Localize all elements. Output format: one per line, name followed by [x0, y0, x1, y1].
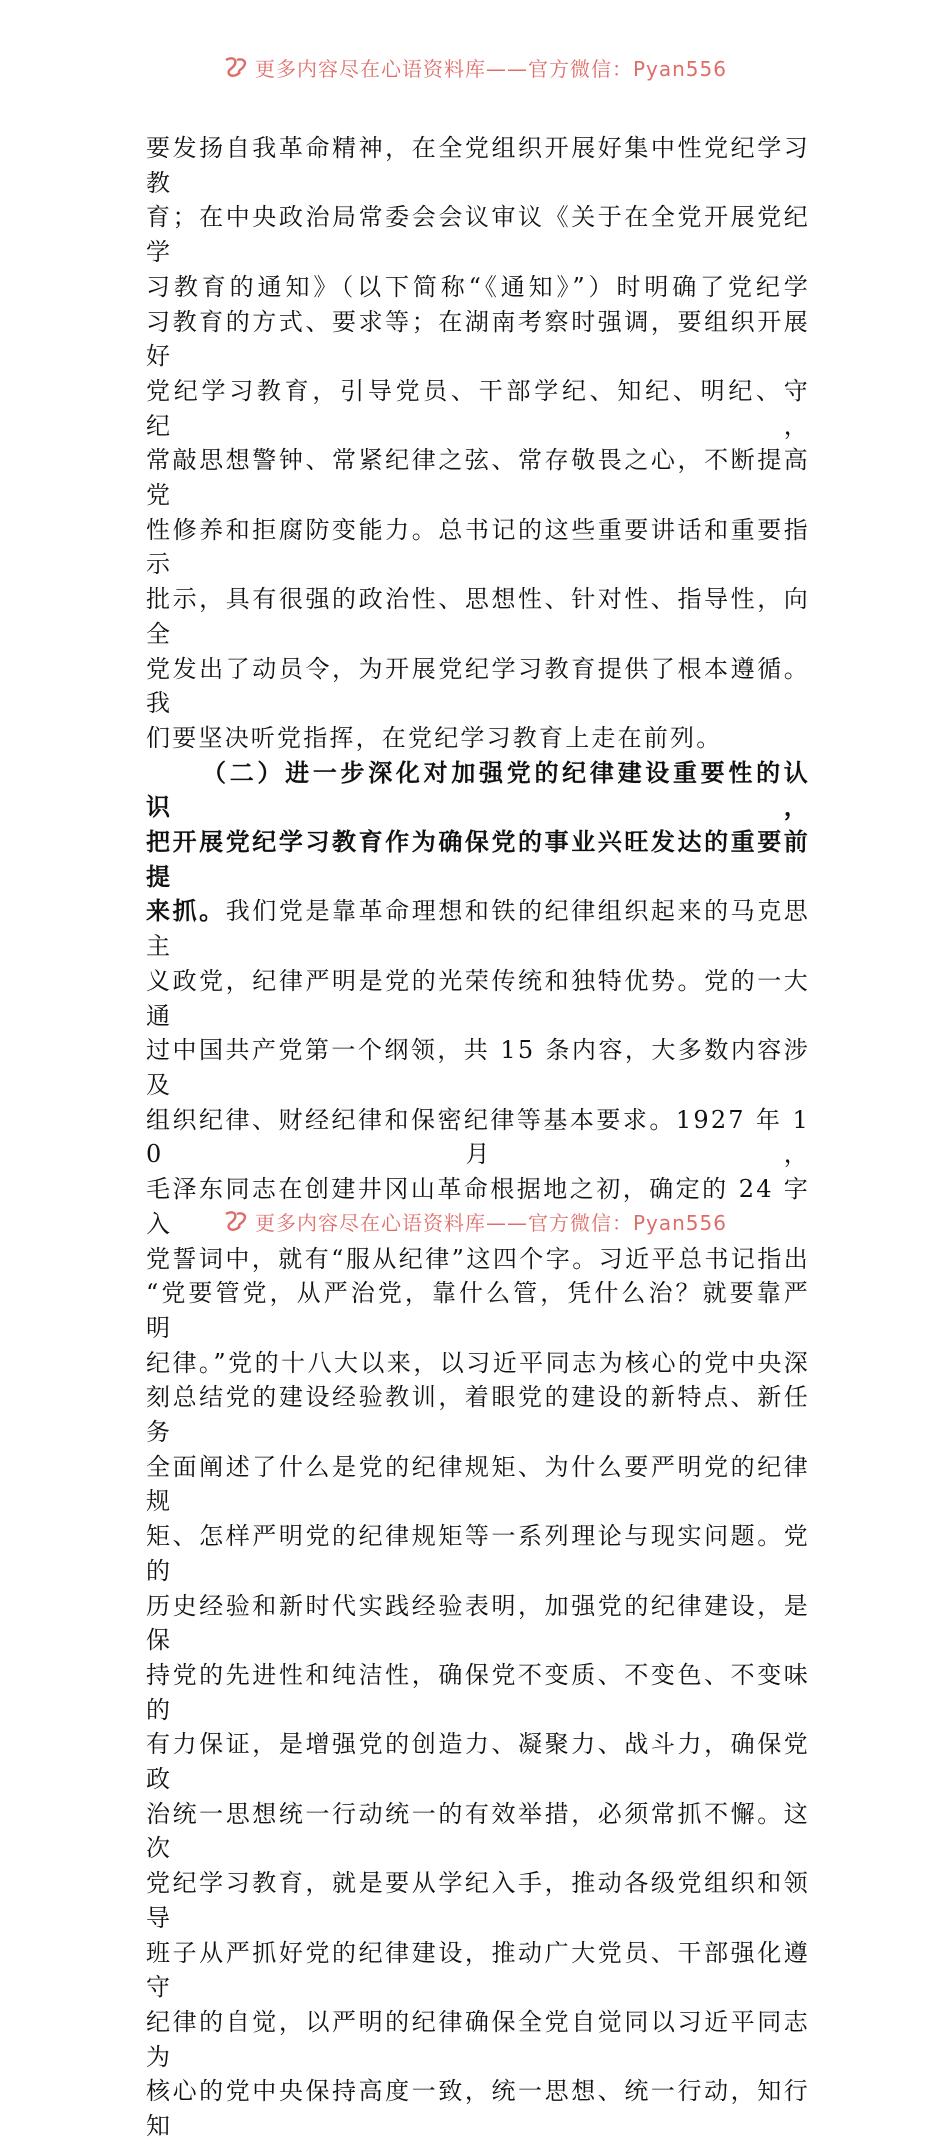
logo-icon — [223, 1210, 249, 1232]
text-line: 性修养和拒腐防变能力。总书记的这些重要讲话和重要指示 — [146, 515, 810, 579]
text-segment: 我们党是靠革命理想和铁的纪律组织起来的马克思主 — [146, 897, 810, 961]
paragraph-2 — [146, 756, 810, 2144]
text-line: 要发扬自我革命精神，在全党组织开展好集中性党纪学习教 — [146, 134, 810, 197]
text-line: 纪律。”党的十八大以来，以习近平同志为核心的党中央深 — [146, 1348, 810, 1377]
text-line: 常敲思想警钟、常紧纪律之弦、常存敬畏之心，不断提高党 — [146, 446, 810, 510]
text-line: 核心的党中央保持高度一致，统一思想、统一行动，知行知 — [146, 2077, 810, 2141]
text-line: 们要坚决听党指挥，在党纪学习教育上走在前列。 — [146, 723, 723, 752]
section-heading-line: 把开展党纪学习教育作为确保党的事业兴旺发达的重要前提 — [146, 827, 810, 891]
logo-icon — [223, 56, 249, 78]
text-line: 矩、怎样严明党的纪律规矩等一系列理论与现实问题。党的 — [146, 1522, 810, 1585]
text-line: 全面阐述了什么是党的纪律规矩、为什么要严明党的纪律规 — [146, 1452, 810, 1516]
text-line: 党纪学习教育，就是要从学纪入手，推动各级党组织和领导 — [146, 1869, 810, 1932]
text-line: 纪律的自觉，以严明的纪律确保全党自觉同以习近平同志为 — [146, 2007, 810, 2071]
text-line: 育；在中央政治局常委会会议审议《关于在全党开展党纪学 — [146, 203, 810, 267]
text-line: “党要管党，从严治党，靠什么管，凭什么治？就要靠严明 — [146, 1279, 810, 1342]
text-line: 历史经验和新时代实践经验表明，加强党的纪律建设，是保 — [146, 1591, 810, 1655]
text-line: 党纪学习教育，引导党员、干部学纪、知纪、明纪、守纪， — [146, 376, 810, 440]
text-line: 治统一思想统一行动统一的有效举措，必须常抓不懈。这次 — [146, 1799, 810, 1863]
text-line: 班子从严抓好党的纪律建设，推动广大党员、干部强化遵守 — [146, 1938, 810, 2002]
section-heading-line: （二）进一步深化对加强党的纪律建设重要性的认识， — [146, 757, 810, 822]
text-line: 义政党，纪律严明是党的光荣传统和独特优势。党的一大通 — [146, 966, 810, 1030]
watermark-bottom — [0, 1206, 950, 1236]
watermark-top — [0, 52, 950, 82]
text-line: 毛泽东同志在创建井冈山革命根据地之初，确定的 24 字入 — [146, 1175, 810, 1238]
section-heading-end: 来抓。 — [146, 896, 226, 926]
watermark-text: 更多内容尽在心语资料库——官方微信：Pyan556 — [254, 56, 727, 81]
text-line: 刻总结党的建设经验教训，着眼党的建设的新特点、新任务 — [146, 1383, 810, 1447]
text-line: 习教育的方式、要求等；在湖南考察时强调，要组织开展好 — [146, 307, 810, 371]
text-line: 党发出了动员令，为开展党纪学习教育提供了根本遵循。我 — [146, 654, 810, 718]
watermark-text: 更多内容尽在心语资料库——官方微信：Pyan556 — [254, 1210, 727, 1235]
text-line: 有力保证，是增强党的创造力、凝聚力、战斗力，确保党政 — [146, 1730, 810, 1794]
text-line: 习教育的通知》（以下简称“《通知》”）时明确了党纪学 — [146, 272, 810, 301]
text-line: 批示，具有很强的政治性、思想性、针对性、指导性，向全 — [146, 585, 810, 648]
text-line — [146, 894, 810, 963]
text-line: 持党的先进性和纯洁性，确保党不变质、不变色、不变味的 — [146, 1660, 810, 1724]
text-line: 党誓词中，就有“服从纪律”这四个字。习近平总书记指出 — [146, 1244, 810, 1273]
text-line: 过中国共产党第一个纲领，共 15 条内容，大多数内容涉及 — [146, 1036, 810, 1099]
text-line: 组织纪律、财经纪律和保密纪律等基本要求。1927 年 10 月， — [146, 1105, 810, 1169]
document-body — [146, 131, 810, 2144]
paragraph-1 — [146, 131, 810, 756]
